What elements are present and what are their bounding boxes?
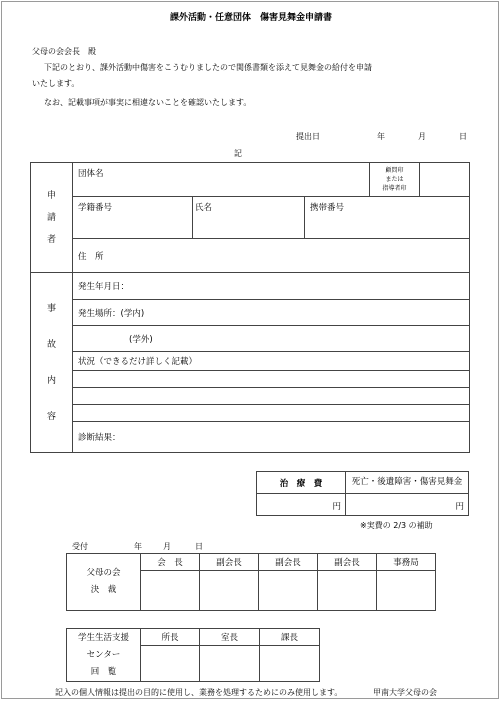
reception-label: 受付 <box>72 542 88 551</box>
reception-year: 年 <box>134 542 142 551</box>
intro-line-1: 下記のとおり、課外活動中傷害をこうむりましたので関係書類を添えて見舞金の給付を申請 <box>44 63 372 72</box>
death-disability-amount[interactable] <box>346 494 469 516</box>
intro-line-3: なお、記載事項が事実に相違ないことを確認いたします。 <box>44 98 252 107</box>
place-offcampus-label: (学外) <box>129 334 153 345</box>
situation-line-3[interactable] <box>73 405 470 422</box>
parents-approval-label <box>67 554 141 611</box>
advisor-seal-box[interactable] <box>420 163 470 197</box>
parents-approval-table <box>66 553 436 611</box>
parents-seal-president[interactable] <box>141 571 200 611</box>
applicant-side-char-1: 申 <box>46 190 56 201</box>
parents-col-office: 事務局 <box>377 554 436 571</box>
parents-seal-vice-3[interactable] <box>318 571 377 611</box>
mobile-number-field[interactable] <box>305 197 470 239</box>
support-center-label <box>67 629 141 682</box>
diagnosis-field[interactable] <box>73 422 470 453</box>
subsidy-note: ※実費の 2/3 の補助 <box>360 521 433 530</box>
form-title: 課外活動・任意団体 傷害見舞金申請書 <box>169 13 332 23</box>
reception-month: 月 <box>163 542 171 551</box>
support-seal-manager[interactable] <box>260 646 320 682</box>
support-col-section-chief: 室長 <box>200 629 260 646</box>
seal-line-1: 顧問印 <box>385 167 404 174</box>
parents-col-vice-2: 副会長 <box>259 554 318 571</box>
intro-line-2: いたします。 <box>32 79 80 88</box>
support-label-3: 回 覧 <box>90 666 117 677</box>
support-seal-section-chief[interactable] <box>200 646 260 682</box>
applicant-side-label <box>31 163 73 273</box>
situation-line-2[interactable] <box>73 388 470 405</box>
privacy-notice: 記入の個人情報は提出の目的に使用し、業務を処理するためにのみ使用します。 <box>55 688 343 697</box>
recipient: 父母の会会長 殿 <box>32 47 96 56</box>
cost-table <box>256 471 469 516</box>
support-label-2: センター <box>86 649 121 660</box>
accident-side-char-3: 内 <box>46 375 56 386</box>
support-center-table <box>66 628 320 682</box>
place-campus-label: 発生場所：(学内) <box>78 308 145 319</box>
support-col-director: 所長 <box>141 629 200 646</box>
diagnosis-label: 診断結果： <box>78 433 121 443</box>
medical-cost-header: 治 療 費 <box>257 472 346 494</box>
date-day: 日 <box>459 132 467 141</box>
applicant-table <box>30 162 470 273</box>
date-month: 月 <box>418 132 426 141</box>
application-form-page <box>1 1 499 699</box>
reception-day: 日 <box>195 542 203 551</box>
address-field[interactable] <box>73 239 470 273</box>
accident-table <box>30 272 470 453</box>
situation-label: 状況（できるだけ詳しく記載） <box>78 357 198 367</box>
seal-line-3: 指導者印 <box>382 185 407 192</box>
applicant-side-char-2: 請 <box>46 212 56 223</box>
accident-side-char-2: 故 <box>46 339 56 350</box>
parents-seal-office[interactable] <box>377 571 436 611</box>
student-number-field[interactable] <box>73 197 193 239</box>
name-label: 氏名 <box>195 203 213 213</box>
support-label-1: 学生生活支援 <box>77 632 129 643</box>
support-col-manager: 課長 <box>260 629 320 646</box>
support-seal-director[interactable] <box>141 646 200 682</box>
seal-line-2: または <box>385 176 404 183</box>
accident-date-field[interactable] <box>73 273 470 300</box>
place-campus-field[interactable] <box>73 300 470 326</box>
group-name-field[interactable] <box>73 163 370 197</box>
situation-field[interactable] <box>73 352 470 371</box>
death-disability-header: 死亡・後遺障害・傷害見舞金 <box>346 472 469 494</box>
accident-side-label <box>31 273 73 453</box>
parents-col-president: 会 長 <box>141 554 200 571</box>
accident-side-char-1: 事 <box>46 303 56 314</box>
submission-date-label: 提出日 <box>296 132 320 141</box>
parents-col-vice-3: 副会長 <box>318 554 377 571</box>
yen-unit-2: 円 <box>455 502 464 512</box>
organization-name: 甲南大学父母の会 <box>373 688 437 697</box>
applicant-side-char-3: 者 <box>46 234 56 245</box>
medical-cost-amount[interactable] <box>257 494 346 516</box>
accident-date-label: 発生年月日： <box>78 282 130 292</box>
ki-marker: 記 <box>234 149 242 158</box>
place-offcampus-field[interactable] <box>73 326 470 352</box>
parents-seal-vice-2[interactable] <box>259 571 318 611</box>
address-label: 住 所 <box>78 251 104 262</box>
parents-label-1: 父母の会 <box>86 568 121 578</box>
date-year: 年 <box>377 132 385 141</box>
parents-label-2: 決 裁 <box>90 585 117 595</box>
advisor-seal-label <box>370 163 420 197</box>
mobile-number-label: 携帯番号 <box>310 203 345 213</box>
name-field[interactable] <box>193 197 305 239</box>
parents-col-vice-1: 副会長 <box>200 554 259 571</box>
accident-side-char-4: 容 <box>46 411 56 422</box>
yen-unit-1: 円 <box>332 502 341 512</box>
parents-seal-vice-1[interactable] <box>200 571 259 611</box>
group-name-label: 団体名 <box>78 169 104 179</box>
situation-line-1[interactable] <box>73 371 470 388</box>
student-number-label: 学籍番号 <box>78 203 113 213</box>
